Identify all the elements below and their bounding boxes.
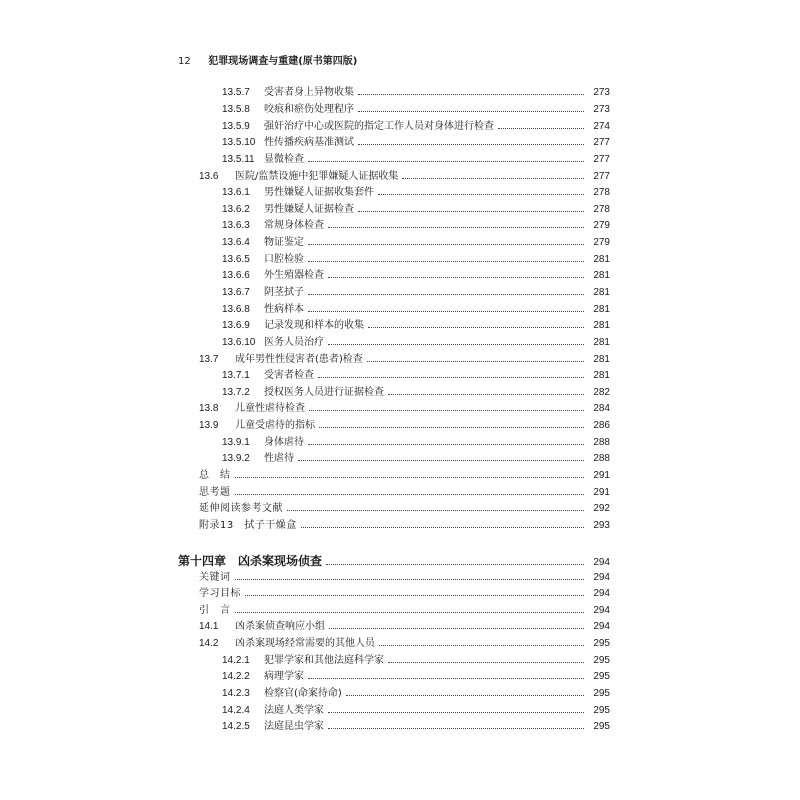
toc-entry-title: 法庭人类学家 <box>264 705 324 716</box>
toc-entry[interactable] <box>199 604 610 618</box>
toc-entry-title: 性传播疾病基准测试 <box>264 137 354 148</box>
toc-entry-title: 凶杀案现场经常需要的其他人员 <box>235 638 375 649</box>
toc-entry-title: 引 言 <box>199 605 231 616</box>
toc-entry[interactable] <box>199 587 610 601</box>
toc-entry-title: 学习目标 <box>199 588 241 599</box>
toc-entry-number: 13.5.11 <box>222 154 255 165</box>
toc-entry-title: 性虐待 <box>264 453 294 464</box>
toc-entry-page: 281 <box>593 304 610 315</box>
header-book-title: 犯罪现场调查与重建(原书第四版) <box>208 56 358 67</box>
dot-leader <box>245 595 584 596</box>
dot-leader <box>378 194 584 195</box>
dot-leader <box>388 662 584 663</box>
dot-leader <box>298 460 584 461</box>
toc-entry-title: 身体虐待 <box>264 437 304 448</box>
toc-entry[interactable] <box>199 620 610 634</box>
toc-entry-number: 13.6.7 <box>222 287 250 298</box>
toc-entry-number: 13.9.2 <box>222 453 250 464</box>
toc-entry-page: 281 <box>593 337 610 348</box>
dot-leader <box>326 564 584 565</box>
toc-entry-page: 284 <box>593 403 610 414</box>
toc-entry-title: 关键词 <box>199 572 231 583</box>
toc-entry-page: 281 <box>593 270 610 281</box>
toc-entry-title: 附录13 拭子干燥盒 <box>199 520 297 531</box>
toc-entry-title: 总 结 <box>199 470 231 481</box>
toc-entry-page: 279 <box>593 220 610 231</box>
toc-entry-number: 13.6.6 <box>222 270 250 281</box>
toc-entry[interactable] <box>222 286 610 300</box>
toc-entry[interactable] <box>222 86 610 100</box>
toc-entry-number: 14.1 <box>199 621 219 632</box>
toc-entry-number: 13.6.1 <box>222 187 250 198</box>
toc-entry-title: 延伸阅读参考文献 <box>199 503 283 514</box>
toc-entry-page: 295 <box>593 688 610 699</box>
toc-entry-page: 281 <box>593 320 610 331</box>
toc-entry-number: 14.2.4 <box>222 705 250 716</box>
toc-entry-page: 295 <box>593 655 610 666</box>
toc-entry-page: 295 <box>593 721 610 732</box>
toc-entry-page: 294 <box>593 621 610 632</box>
dot-leader <box>329 628 584 629</box>
toc-entry[interactable] <box>222 654 610 668</box>
toc-entry-number: 13.9 <box>199 420 219 431</box>
dot-leader <box>368 327 584 328</box>
toc-entry[interactable] <box>199 486 610 500</box>
dot-leader <box>235 494 585 495</box>
toc-entry[interactable] <box>222 136 610 150</box>
toc-entry-page: 294 <box>593 572 610 583</box>
toc-entry-page: 295 <box>593 638 610 649</box>
toc-entry-title: 外生殖器检查 <box>264 270 324 281</box>
toc-entry[interactable] <box>199 519 610 533</box>
toc-entry-page: 281 <box>593 254 610 265</box>
toc-entry-number: 14.2.2 <box>222 671 250 682</box>
toc-entry-number: 14.2 <box>199 638 219 649</box>
toc-entry-title: 凶杀案侦查响应小组 <box>235 621 325 632</box>
toc-entry-number: 13.5.7 <box>222 87 250 98</box>
toc-entry[interactable] <box>222 452 610 466</box>
dot-leader <box>308 161 584 162</box>
toc-entry-page: 295 <box>593 671 610 682</box>
toc-entry-page: 273 <box>593 87 610 98</box>
dot-leader <box>379 645 584 646</box>
dot-leader <box>328 712 584 713</box>
dot-leader <box>498 128 584 129</box>
toc-entry-number: 13.5.9 <box>222 121 250 132</box>
toc-entry-page: 282 <box>593 387 610 398</box>
dot-leader <box>328 277 584 278</box>
dot-leader <box>308 294 584 295</box>
chapter-number: 第十四章 <box>178 554 227 568</box>
dot-leader <box>235 612 585 613</box>
toc-entry-number: 13.5.8 <box>222 104 250 115</box>
dot-leader <box>287 510 584 511</box>
dot-leader <box>308 261 584 262</box>
toc-entry[interactable] <box>222 720 610 734</box>
toc-entry-page: 281 <box>593 370 610 381</box>
toc-entry[interactable] <box>222 436 610 450</box>
toc-entry-title: 医院/监禁设施中犯罪嫌疑人证据收集 <box>235 171 399 182</box>
toc-entry-title: 男性嫌疑人证据检查 <box>264 204 354 215</box>
dot-leader <box>367 361 584 362</box>
toc-entry-number: 13.5.10 <box>222 137 256 148</box>
toc-entry-number: 13.6.4 <box>222 237 250 248</box>
toc-entry[interactable] <box>222 704 610 718</box>
toc-entry-title: 咬痕和瘀伤处理程序 <box>264 104 354 115</box>
toc-entry-number: 13.9.1 <box>222 437 250 448</box>
toc-entry-page: 277 <box>593 171 610 182</box>
toc-entry-number: 13.7.2 <box>222 387 250 398</box>
dot-leader <box>328 728 584 729</box>
toc-entry-number: 13.7.1 <box>222 370 250 381</box>
chapter-page: 294 <box>593 557 610 568</box>
toc-entry-page: 291 <box>593 487 610 498</box>
toc-entry[interactable] <box>199 637 610 651</box>
toc-entry[interactable] <box>222 153 610 167</box>
toc-entry-page: 281 <box>593 354 610 365</box>
dot-leader <box>402 178 584 179</box>
toc-entry-page: 279 <box>593 237 610 248</box>
toc-entry-title: 病理学家 <box>264 671 304 682</box>
toc-entry-title: 性病样本 <box>264 304 304 315</box>
dot-leader <box>309 410 584 411</box>
toc-entry-page: 294 <box>593 588 610 599</box>
toc-entry-number: 13.6 <box>199 171 219 182</box>
dot-leader <box>308 244 584 245</box>
toc-entry[interactable] <box>199 402 610 416</box>
toc-entry-title: 儿童受虐待的指标 <box>235 420 315 431</box>
toc-entry-number: 13.6.8 <box>222 304 250 315</box>
dot-leader <box>388 394 584 395</box>
toc-entry[interactable] <box>199 502 610 516</box>
dot-leader <box>328 344 584 345</box>
toc-entry-page: 273 <box>593 104 610 115</box>
toc-entry-page: 277 <box>593 154 610 165</box>
toc-entry[interactable] <box>222 303 610 317</box>
toc-entry-page: 274 <box>593 121 610 132</box>
toc-entry-number: 13.6.9 <box>222 320 250 331</box>
toc-entry-title: 儿童性虐待检查 <box>235 403 305 414</box>
header-page-number: 12 <box>178 56 191 67</box>
toc-entry[interactable] <box>222 120 610 134</box>
toc-entry-number: 13.8 <box>199 403 219 414</box>
toc-entry-page: 292 <box>593 503 610 514</box>
toc-entry-number: 13.6.2 <box>222 204 250 215</box>
toc-entry-page: 278 <box>593 187 610 198</box>
toc-entry-title: 思考题 <box>199 487 231 498</box>
toc-entry[interactable] <box>199 469 610 483</box>
toc-entry[interactable] <box>199 170 610 184</box>
toc-entry[interactable] <box>222 386 610 400</box>
toc-entry-number: 13.7 <box>199 354 219 365</box>
dot-leader <box>358 211 584 212</box>
toc-entry-title: 授权医务人员进行证据检查 <box>264 387 384 398</box>
toc-entry[interactable] <box>222 103 610 117</box>
toc-entry-page: 295 <box>593 705 610 716</box>
toc-entry[interactable] <box>222 236 610 250</box>
toc-entry-number: 13.6.5 <box>222 254 250 265</box>
dot-leader <box>235 579 585 580</box>
toc-entry-title: 检察官(命案待命) <box>264 688 342 699</box>
toc-entry[interactable] <box>222 319 610 333</box>
toc-entry-number: 13.6.10 <box>222 337 256 348</box>
toc-entry-title: 强奸治疗中心或医院的指定工作人员对身体进行检查 <box>264 121 494 132</box>
toc-entry-title: 受害者身上异物收集 <box>264 87 354 98</box>
toc-entry-title: 显微检查 <box>264 154 304 165</box>
chapter-title: 凶杀案现场侦查 <box>238 554 323 568</box>
dot-leader <box>301 527 584 528</box>
toc-entry-page: 291 <box>593 470 610 481</box>
toc-entry-title: 阴茎拭子 <box>264 287 304 298</box>
toc-entry-number: 13.6.3 <box>222 220 250 231</box>
toc-entry[interactable] <box>222 203 610 217</box>
dot-leader <box>346 695 584 696</box>
dot-leader <box>235 477 585 478</box>
toc-entry[interactable] <box>222 687 610 701</box>
toc-entry[interactable] <box>222 369 610 383</box>
toc-entry-title: 受害者检查 <box>264 370 314 381</box>
toc-entry-title: 医务人员治疗 <box>264 337 324 348</box>
toc-entry-page: 278 <box>593 204 610 215</box>
toc-entry[interactable] <box>222 186 610 200</box>
toc-entry[interactable] <box>222 269 610 283</box>
dot-leader <box>319 427 584 428</box>
toc-entry-page: 293 <box>593 520 610 531</box>
toc-entry-number: 14.2.5 <box>222 721 250 732</box>
chapter-heading[interactable] <box>178 553 610 569</box>
toc-entry-title: 常规身体检查 <box>264 220 324 231</box>
toc-entry-page: 277 <box>593 137 610 148</box>
toc-entry-page: 286 <box>593 420 610 431</box>
toc-entry-number: 14.2.1 <box>222 655 250 666</box>
dot-leader <box>308 311 584 312</box>
toc-entry[interactable] <box>222 253 610 267</box>
toc-entry-title: 物证鉴定 <box>264 237 304 248</box>
toc-entry[interactable] <box>199 571 610 585</box>
toc-entry[interactable] <box>222 336 610 350</box>
toc-entry-title: 记录发现和样本的收集 <box>264 320 364 331</box>
toc-entry-title: 成年男性性侵害者(患者)检查 <box>235 354 363 365</box>
toc-entry-title: 男性嫌疑人证据收集套件 <box>264 187 374 198</box>
toc-entry-page: 288 <box>593 437 610 448</box>
toc-entry[interactable] <box>222 219 610 233</box>
toc-entry[interactable] <box>222 670 610 684</box>
dot-leader <box>308 678 584 679</box>
dot-leader <box>308 444 584 445</box>
toc-entry-title: 法庭昆虫学家 <box>264 721 324 732</box>
toc-entry[interactable] <box>199 353 610 367</box>
toc-entry-page: 281 <box>593 287 610 298</box>
dot-leader <box>318 377 584 378</box>
toc-entry-page: 288 <box>593 453 610 464</box>
dot-leader <box>328 227 584 228</box>
toc-entry-title: 口腔检验 <box>264 254 304 265</box>
toc-entry-number: 14.2.3 <box>222 688 250 699</box>
toc-entry-title: 犯罪学家和其他法庭科学家 <box>264 655 384 666</box>
dot-leader <box>358 94 584 95</box>
toc-entry[interactable] <box>199 419 610 433</box>
dot-leader <box>358 111 584 112</box>
toc-entry-page: 294 <box>593 605 610 616</box>
dot-leader <box>358 144 584 145</box>
